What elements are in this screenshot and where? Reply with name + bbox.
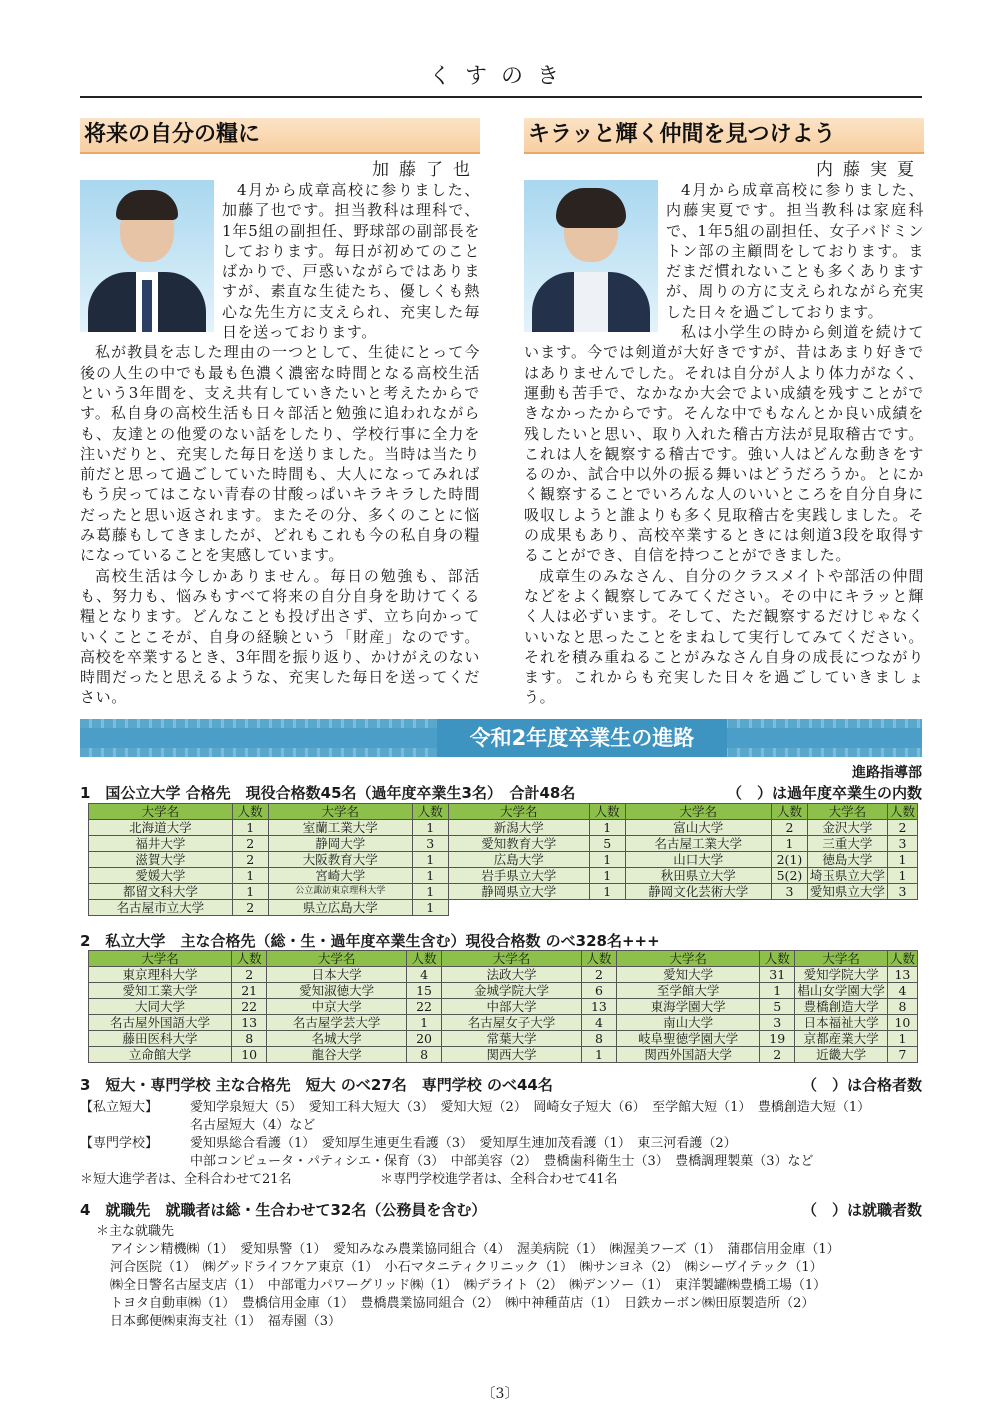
table-header-cell: 大学名 (448, 804, 589, 820)
article-right-body (524, 180, 924, 708)
table-cell: 埼玉県立大学 (807, 868, 887, 884)
table-cell: 金城学院大学 (442, 983, 582, 999)
table-cell: 日本大学 (267, 967, 407, 983)
table-row (89, 836, 918, 852)
table-header-cell: 人数 (581, 951, 616, 967)
table-cell: 宮崎大学 (268, 868, 412, 884)
table-cell: 京都産業大学 (795, 1031, 888, 1047)
table-cell: 静岡県立大学 (448, 884, 589, 900)
page-number: 〔3〕 (481, 1386, 519, 1402)
national-university-table (88, 803, 918, 916)
table-cell: 1 (772, 836, 808, 852)
table-cell: 豊橋創造大学 (795, 999, 888, 1015)
table-header-cell: 大学名 (267, 951, 407, 967)
table-cell: 福井大学 (89, 836, 233, 852)
table-cell: 名古屋外国語大学 (89, 1015, 232, 1031)
sec1-heading (80, 782, 922, 803)
table-cell: 椙山女学園大学 (795, 983, 888, 999)
table-cell: 1 (232, 820, 268, 836)
table-cell: 21 (232, 983, 267, 999)
employment-line: アイシン精機㈱（1） 愛知県警（1） 愛知みなみ農業協同組合（4） 渥美病院（1） ㈱渥美フーズ（1） 蒲郡信用金庫（1） (110, 1242, 840, 1257)
footnote-college: ＊短大進学者は、全科合わせて21名 (80, 1172, 292, 1187)
table-cell: 22 (406, 999, 441, 1015)
table-header-cell: 人数 (772, 804, 808, 820)
employment-line: 河合医院（1） ㈱グッドライフケア東京（1） 小石マタニティクリニック（1） ㈱サンヨネ（2） ㈱シーヴイテック（1） (110, 1260, 823, 1275)
table-cell: 広島大学 (448, 852, 589, 868)
table-cell: 愛知工業大学 (89, 983, 232, 999)
table-cell: 1 (887, 868, 917, 884)
table-cell: 北海道大学 (89, 820, 233, 836)
table-row (89, 1015, 918, 1031)
table-cell: 1 (412, 852, 448, 868)
table-header-row (89, 804, 918, 820)
table-cell: 3 (887, 836, 917, 852)
table-cell: 愛知教育大学 (448, 836, 589, 852)
table-cell: 金沢大学 (807, 820, 887, 836)
table-cell: 13 (581, 999, 616, 1015)
table-cell: 新潟大学 (448, 820, 589, 836)
table-cell: 2 (232, 852, 268, 868)
section-banner (80, 719, 922, 757)
table-cell: 10 (887, 1015, 917, 1031)
table-row (89, 1047, 918, 1063)
table-cell: 静岡大学 (268, 836, 412, 852)
department-label: 進路指導部 (852, 765, 922, 781)
table-cell: 名古屋女子大学 (442, 1015, 582, 1031)
table-cell: 1 (589, 868, 625, 884)
table-cell: 東海学園大学 (617, 999, 760, 1015)
table-cell: 8 (887, 999, 917, 1015)
table-cell: 13 (232, 1015, 267, 1031)
table-cell (448, 900, 589, 916)
table-row (89, 967, 918, 983)
table-cell: 名古屋工業大学 (625, 836, 771, 852)
table-row (89, 983, 918, 999)
sec3-note: （ ）は合格者数 (801, 1076, 922, 1094)
table-cell: 大阪教育大学 (268, 852, 412, 868)
table-cell: 徳島大学 (807, 852, 887, 868)
table-header-cell: 人数 (887, 951, 917, 967)
table-cell: 4 (887, 983, 917, 999)
article-right-author: 内藤実夏 (816, 160, 924, 180)
table-cell: 日本福祉大学 (795, 1015, 888, 1031)
table-cell: 常葉大学 (442, 1031, 582, 1047)
table-cell: 愛媛大学 (89, 868, 233, 884)
table-cell: 関西外国語大学 (617, 1047, 760, 1063)
article-left-paragraph: 高校生活は今しかありません。毎日の勉強も、部活も、努力も、悩みもすべて将来の自分自身を助けてくる糧となります。どんなことも投げ出さず、立ち向かっていくことこそが、自身の経験という「財産」なのです。高校を卒業するとき、3年間を振り返り、かけがえのない時間だったと思えるような、充実した毎日を送ってください。 (80, 566, 480, 707)
table-header-cell: 人数 (760, 951, 795, 967)
table-cell: 東京理科大学 (89, 967, 232, 983)
table-cell (887, 900, 917, 916)
table-cell: 愛知学院大学 (795, 967, 888, 983)
teacher-photo-female (524, 180, 658, 332)
sec4-heading (80, 1199, 922, 1220)
table-cell: 4 (581, 1015, 616, 1031)
table-header-cell: 人数 (406, 951, 441, 967)
table-cell: 公立諏訪東京理科大学 (268, 884, 412, 900)
table-header-row (89, 951, 918, 967)
table-cell: 22 (232, 999, 267, 1015)
table-cell: 8 (581, 1031, 616, 1047)
table-cell: 19 (760, 1031, 795, 1047)
article-left-paragraph: 私が教員を志した理由の一つとして、生徒にとって今後の人生の中でも最も色濃く濃密な時間となる高校生活という3年間を、支え共有していきたいと考えたからです。私自身の高校生活も日々部活と勉強に追われながらも、友達との他愛のない話をしたり、学校行事に全力を注いだりと、充実した毎日を送りました。当時は当たり前だと思って過ごしていた時間も、大人になってみればもう戻ってはこない青春の甘酸っぱいキラキラした時間だったと思い返されます。またその分、多くのことに悩み葛藤もしてきましたが、どれもこれも今の私自身の糧になっていることを実感しています。 (80, 343, 480, 565)
table-cell: 中京大学 (267, 999, 407, 1015)
table-cell: 3 (760, 1015, 795, 1031)
table-cell: 三重大学 (807, 836, 887, 852)
sec2-heading (80, 930, 922, 951)
table-header-cell: 大学名 (795, 951, 888, 967)
table-cell: 1 (412, 900, 448, 916)
table-header-cell: 大学名 (807, 804, 887, 820)
teacher-photo-male (80, 180, 214, 332)
table-cell: 室蘭工業大学 (268, 820, 412, 836)
table-cell: 10 (232, 1047, 267, 1063)
private-college-tag: 【私立短大】 (80, 1100, 159, 1115)
table-header-cell: 大学名 (89, 951, 232, 967)
table-row (89, 868, 918, 884)
table-cell: 近畿大学 (795, 1047, 888, 1063)
article-left-paragraph: 4月から成章高校に参りました、加藤了也です。担当教科は理科で、1年5組の副担任、野球部の副部長をしております。毎日が初めてのことばかりで、戸惑いながらではありますが、素直な生徒たち、優しくも熱心な先生方に支えられ、充実した毎日を送っております。 (222, 181, 480, 342)
table-cell: 岐阜聖徳学園大学 (617, 1031, 760, 1047)
table-header-cell: 人数 (412, 804, 448, 820)
sec3-title: 3 短大・専門学校 主な合格先 短大 のべ27名 専門学校 のべ44名 (80, 1076, 553, 1094)
table-cell: 愛知県立大学 (807, 884, 887, 900)
table-cell: 県立広島大学 (268, 900, 412, 916)
private-college-line: 名古屋短大（4）など (190, 1118, 316, 1133)
table-cell: 3 (887, 884, 917, 900)
table-cell: 13 (887, 967, 917, 983)
employment-line: 日本郵便㈱東海支社（1） 福寿園（3） (110, 1314, 342, 1329)
vocational-line: 中部コンピュータ・パティシエ・保育（3） 中部美容（2） 豊橋歯科衛生士（3） 豊橋調理製菓（3）など (190, 1154, 814, 1169)
table-cell: 静岡文化芸術大学 (625, 884, 771, 900)
sec3-heading (80, 1074, 922, 1095)
employment-line: ㈱全日警名古屋支店（1） 中部電力パワーグリッド㈱（1） ㈱デライト（2） ㈱デンソー（1） 東洋製罐㈱豊橋工場（1） (110, 1278, 827, 1293)
table-cell: 名古屋市立大学 (89, 900, 233, 916)
article-left-title: 将来の自分の糧に (80, 118, 480, 154)
table-cell: 1 (589, 820, 625, 836)
footnote-vocational: ＊専門学校進学者は、全科合わせて41名 (380, 1172, 618, 1187)
table-cell (589, 900, 625, 916)
table-cell: 3 (412, 836, 448, 852)
table-row (89, 852, 918, 868)
table-cell: 4 (406, 967, 441, 983)
table-cell: 5 (589, 836, 625, 852)
table-cell: 滋賀大学 (89, 852, 233, 868)
sec4-title: 4 就職先 就職者は総・生合わせて32名（公務員を含む） (80, 1201, 487, 1219)
table-cell: 名城大学 (267, 1031, 407, 1047)
sec1-title: 1 国公立大学 合格先 現役合格数45名（過年度卒業生3名） 合計48名 (80, 784, 576, 802)
table-cell: 1 (760, 983, 795, 999)
table-header-cell: 人数 (589, 804, 625, 820)
table-cell: 都留文科大学 (89, 884, 233, 900)
table-cell: 山口大学 (625, 852, 771, 868)
table-cell: 岩手県立大学 (448, 868, 589, 884)
table-cell: 法政大学 (442, 967, 582, 983)
article-right-paragraph: 成章生のみなさん、自分のクラスメイトや部活の仲間などをよく観察してみてください。その中にキラッと輝く人は必ずいます。そして、ただ観察するだけじゃなくいいなと思ったことをまねして実行してみてください。それを積み重ねることがみなさん自身の成長につながります。これからも充実した日々を過ごしていきましょう。 (524, 566, 924, 707)
sec2-title: 2 私立大学 主な合格先（総・生・過年度卒業生含む）現役合格数 のべ328名+++ (80, 932, 660, 950)
table-cell: 15 (406, 983, 441, 999)
table-cell (772, 900, 808, 916)
private-college-line: 愛知学泉短大（5） 愛知工科大短大（3） 愛知大短（2） 岡崎女子短大（6） 至学館大短（1） 豊橋創造大短（1） (190, 1100, 871, 1115)
article-left-body (80, 180, 480, 708)
table-cell: 1 (589, 884, 625, 900)
table-cell: 至学館大学 (617, 983, 760, 999)
table-header-cell: 大学名 (89, 804, 233, 820)
article-right-paragraph: 私は小学生の時から剣道を続けています。今では剣道が大好きですが、昔はあまり好きではありませんでした。それは自分が人より体力がなく、運動も苦手で、なかなか大会でよい成績を残すことができなかったからです。そんな中でもなんとか良い成績を残したいと思い、取り入れた稽古方法が見取稽古です。これは人を観察する稽古です。強い人はどんな動きをするのか、試合中以外の振る舞いはどうだろうか。とにかく観察することでいろんな人のいいところを自分自身に吸収しようと誰よりも多く見取稽古を実践しました。その成果もあり、高校卒業するときには剣道3段を取得することができ、自信を持つことができました。 (524, 323, 924, 565)
table-cell: 1 (406, 1015, 441, 1031)
table-cell: 2 (887, 820, 917, 836)
table-cell: 2(1) (772, 852, 808, 868)
table-cell (625, 900, 771, 916)
table-cell: 1 (887, 852, 917, 868)
table-header-cell: 人数 (232, 951, 267, 967)
table-cell: 愛知淑徳大学 (267, 983, 407, 999)
article-right-title: キラッと輝く仲間を見つけよう (524, 118, 924, 154)
table-cell: 1 (412, 868, 448, 884)
table-cell: 8 (232, 1031, 267, 1047)
table-cell: 1 (412, 884, 448, 900)
sec4-note: （ ）は就職者数 (801, 1201, 922, 1219)
table-cell: 5(2) (772, 868, 808, 884)
table-cell: 名古屋学芸大学 (267, 1015, 407, 1031)
table-cell: 愛知大学 (617, 967, 760, 983)
employment-subheading: ＊主な就職先 (96, 1224, 175, 1239)
table-cell: 3 (772, 884, 808, 900)
table-row (89, 900, 918, 916)
table-cell: 1 (232, 884, 268, 900)
table-cell: 龍谷大学 (267, 1047, 407, 1063)
sec1-note: （ ）は過年度卒業生の内数 (726, 784, 922, 802)
employment-line: トヨタ自動車㈱（1） 豊橋信用金庫（1） 豊橋農業協同組合（2） ㈱中神種苗店（1） 日鉄カーボン㈱田原製造所（2） (110, 1296, 815, 1311)
table-cell: 31 (760, 967, 795, 983)
table-cell: 1 (412, 820, 448, 836)
table-cell: 8 (406, 1047, 441, 1063)
table-header-cell: 大学名 (625, 804, 771, 820)
table-cell: 1 (581, 1047, 616, 1063)
table-cell: 大同大学 (89, 999, 232, 1015)
junior-college-list (80, 1099, 922, 1189)
table-cell: 中部大学 (442, 999, 582, 1015)
table-cell: 7 (887, 1047, 917, 1063)
table-cell: 秋田県立大学 (625, 868, 771, 884)
private-university-table (88, 950, 918, 1063)
table-cell: 2 (232, 900, 268, 916)
table-cell: 20 (406, 1031, 441, 1047)
page-header: くすのき (80, 62, 922, 98)
article-right (524, 118, 924, 708)
table-cell: 2 (760, 1047, 795, 1063)
table-cell: 1 (232, 868, 268, 884)
table-cell: 6 (581, 983, 616, 999)
table-header-cell: 大学名 (617, 951, 760, 967)
table-cell: 藤田医科大学 (89, 1031, 232, 1047)
banner-title: 令和2年度卒業生の進路 (437, 719, 727, 757)
table-header-cell: 大学名 (268, 804, 412, 820)
vocational-line: 愛知県総合看護（1） 愛知厚生連更生看護（3） 愛知厚生連加茂看護（1） 東三河看護（2） (190, 1136, 737, 1151)
employment-list (96, 1223, 922, 1331)
table-cell (807, 900, 887, 916)
table-cell: 2 (581, 967, 616, 983)
table-header-cell: 人数 (232, 804, 268, 820)
article-right-paragraph: 4月から成章高校に参りました、内藤実夏です。担当教科は家庭科で、1年5組の副担任、女子バドミントン部の主顧問をしております。まだまだ慣れないことも多くありますが、周りの方に支えられながら充実した日々を過ごしております。 (666, 181, 924, 321)
table-header-cell: 大学名 (442, 951, 582, 967)
table-cell: 南山大学 (617, 1015, 760, 1031)
article-left (80, 118, 480, 708)
table-cell: 5 (760, 999, 795, 1015)
article-left-author: 加藤了也 (372, 160, 480, 180)
table-cell: 2 (232, 836, 268, 852)
table-row (89, 1031, 918, 1047)
vocational-tag: 【専門学校】 (80, 1136, 159, 1151)
table-cell: 2 (232, 967, 267, 983)
table-cell: 2 (772, 820, 808, 836)
table-cell: 1 (887, 1031, 917, 1047)
table-cell: 1 (589, 852, 625, 868)
table-cell: 関西大学 (442, 1047, 582, 1063)
table-cell: 富山大学 (625, 820, 771, 836)
table-row (89, 820, 918, 836)
table-row (89, 999, 918, 1015)
table-cell: 立命館大学 (89, 1047, 232, 1063)
table-header-cell: 人数 (887, 804, 917, 820)
table-row (89, 884, 918, 900)
